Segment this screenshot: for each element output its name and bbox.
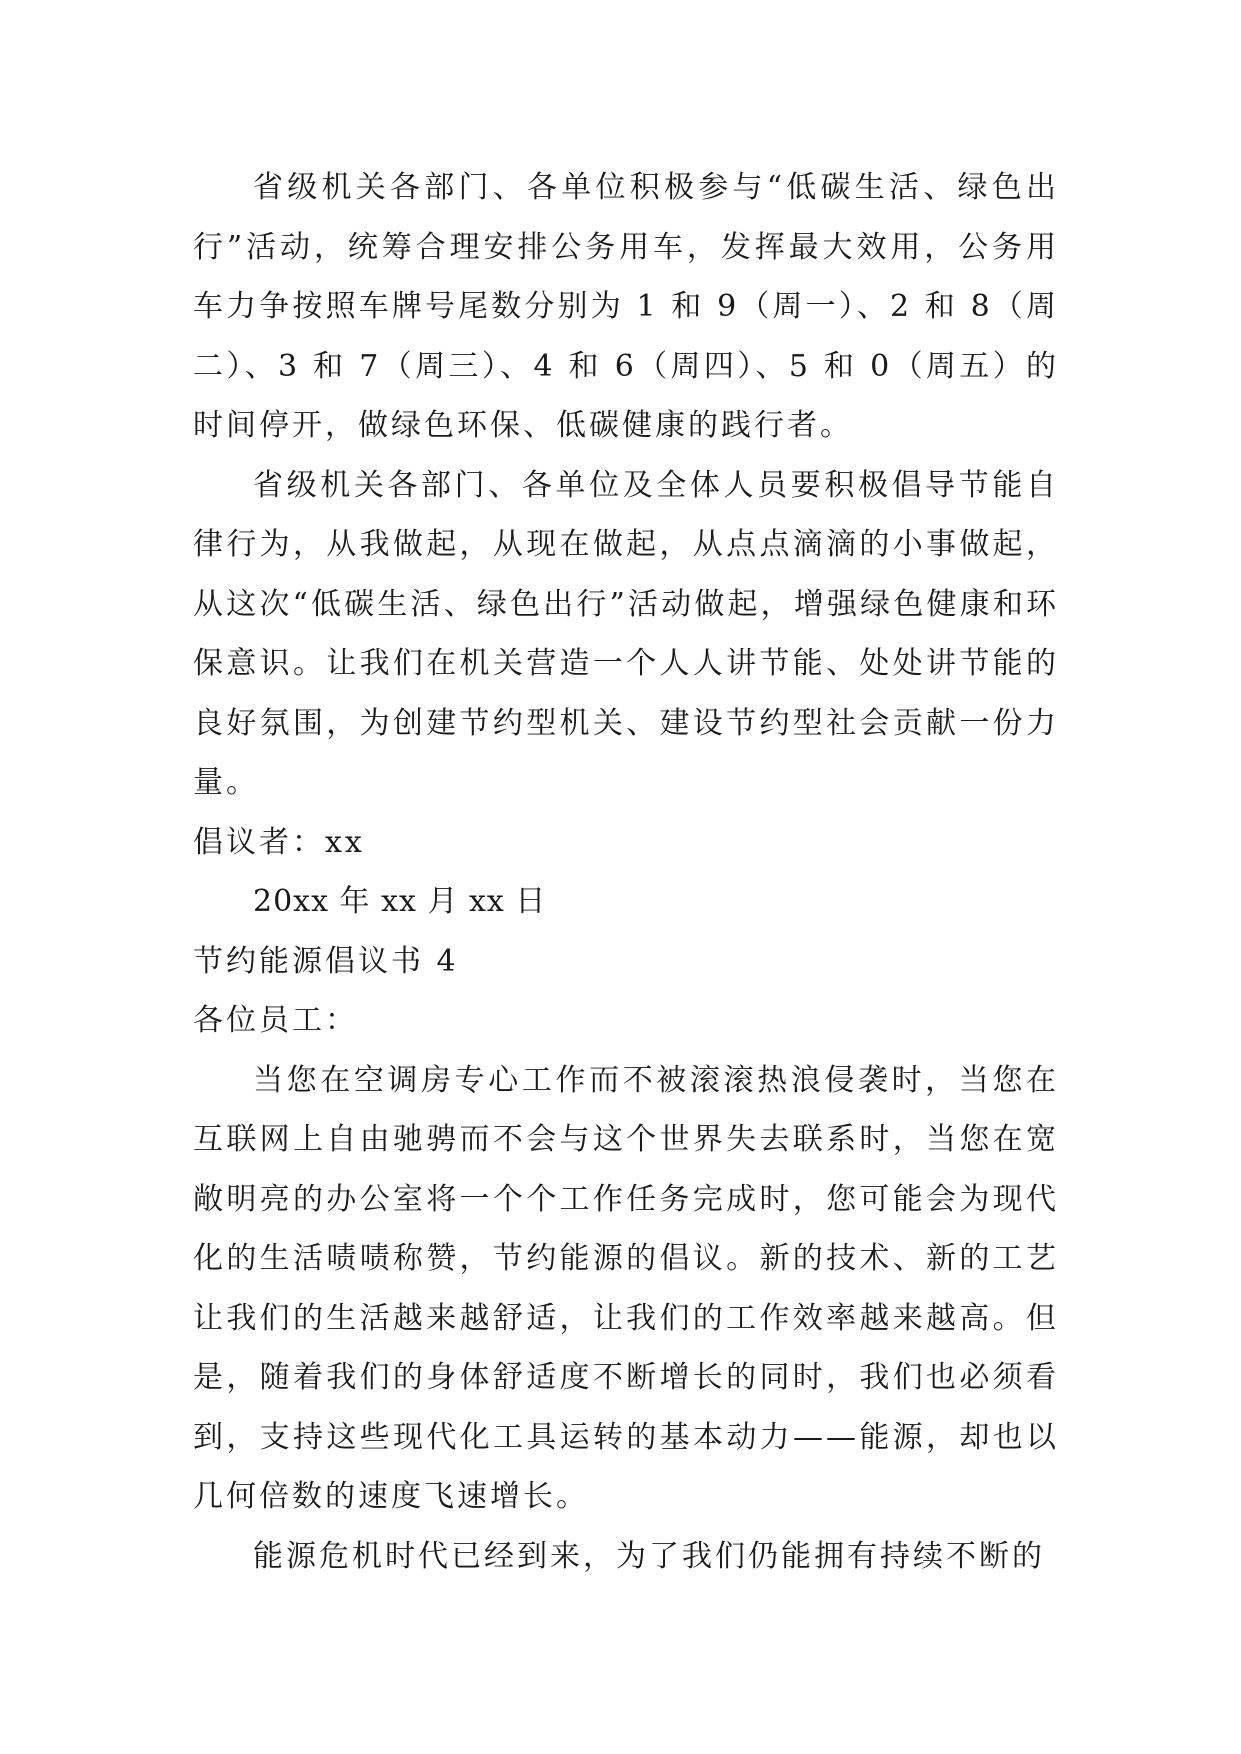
section-title: 节约能源倡议书 4 bbox=[193, 943, 459, 979]
paragraph-energy-saving-conduct: 省级机关各部门、各单位及全体人员要积极倡导节能自律行为，从我做起，从现在做起，从点点滴滴的小事做起，从这次“低碳生活、绿色出行”活动做起，增强绿色健康和环保意识。让我们在机关营造一个人人讲节能、处处讲节能的良好氛围，为创建节约型机关、建设节约型社会贡献一份力量。 bbox=[193, 467, 1059, 800]
date-line: 20xx 年 xx 月 xx 日 bbox=[253, 884, 547, 919]
salutation: 各位员工： bbox=[193, 1003, 358, 1038]
paragraph-modern-life: 当您在空调房专心工作而不被滚滚热浪侵袭时，当您在互联网上自由驰骋而不会与这个世界失去联系时，当您在宽敞明亮的办公室将一个个工作任务完成时，您可能会为现代化的生活啧啧称赞，节约能源的倡议。新的技术、新的工艺让我们的生活越来越舒适，让我们的工作效率越来越高。但是，随着我们的身体舒适度不断增长的同时，我们也必须看到，支持这些现代化工具运转的基本动力——能源，却也以几何倍数的速度飞速增长。 bbox=[193, 1062, 1059, 1514]
document-body bbox=[193, 158, 1059, 1586]
signature-line: 倡议者：xx bbox=[193, 824, 365, 860]
paragraph-energy-crisis: 能源危机时代已经到来，为了我们仍能拥有持续不断的 bbox=[253, 1538, 1045, 1574]
paragraph-carpool-policy: 省级机关各部门、各单位积极参与“低碳生活、绿色出行”活动，统筹合理安排公务用车，发挥最大效用，公务用车力争按照车牌号尾数分别为 1 和 9（周一）、2 和 8（周二）、3 和 7（周三）、4 和 6（周四）、5 和 0（周五）的时间停开，做绿色环保、低碳健康的践行者。 bbox=[193, 170, 1059, 443]
